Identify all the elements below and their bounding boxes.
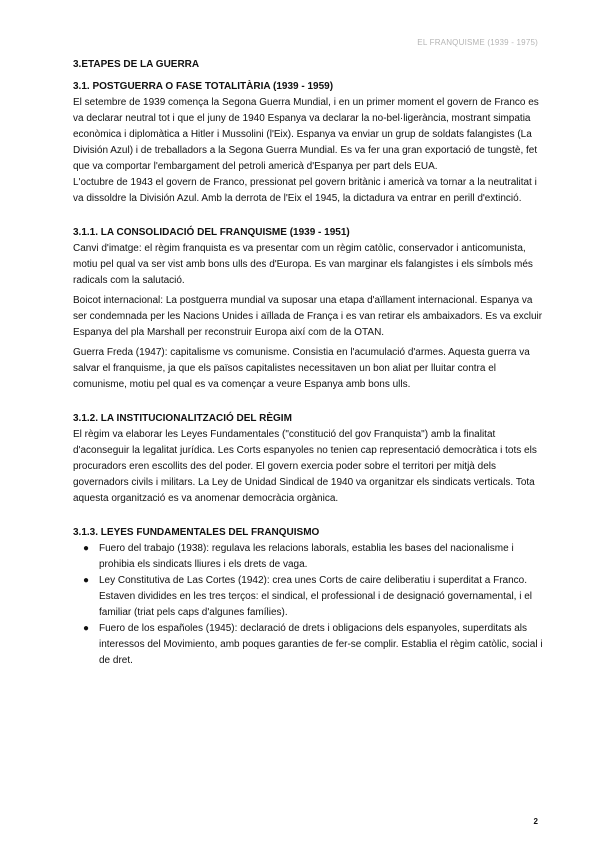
list-item-text: Fuero de los españoles (1945): declaració de drets i obligacions dels espanyoles, superditats als interessos del Movimiento, amb poques garanties de fer-se complir. Establia el règim catòlic, social i de dret. [99, 623, 543, 666]
section-heading-3-1-3: 3.1.3. LEYES FUNDAMENTALES DEL FRANQUISMO [73, 527, 320, 538]
list-item [73, 541, 543, 573]
page-content [73, 57, 543, 669]
chapter-heading: 3.ETAPES DE LA GUERRA [73, 59, 200, 70]
bullet-icon: ● [83, 543, 90, 554]
bullet-icon: ● [83, 575, 90, 586]
list-item [73, 621, 543, 669]
paragraph: Boicot internacional: La postguerra mundial va suposar una etapa d'aïllament internacional. Espanya va ser condemnada per les Nacions Unides i aïllada de França i es van retirar els ambaixadors. Es va excluir Espanya del pla Marshall per reconstruir Europa així com de la OTAN. [73, 295, 543, 338]
running-header: EL FRANQUISME (1939 - 1975) [417, 38, 538, 47]
paragraph: L'octubre de 1943 el govern de Franco, pressionat pel govern britànic i americà va tornar a la neutralitat i va dissoldre la División Azul. Amb la derrota de l'Eix el 1945, la dictadura va entrar en perill d'extinció. [73, 177, 537, 204]
paragraph: Canvi d'imatge: el règim franquista es va presentar com un règim catòlic, conservador i anticomunista, motiu pel qual va ser vist amb bons ulls des d'Europa. Es van marginar els falangistes i els símbols més radicals com la salutació. [73, 243, 533, 286]
section-heading-3-1-2: 3.1.2. LA INSTITUCIONALITZACIÓ DEL RÈGIM [73, 413, 292, 424]
section-heading-3-1: 3.1. POSTGUERRA O FASE TOTALITÀRIA (1939 - 1959) [73, 81, 334, 92]
bullet-icon: ● [83, 623, 90, 634]
page-number: 2 [533, 817, 538, 826]
list-item [73, 573, 543, 621]
paragraph: El règim va elaborar les Leyes Fundamentales ("constitució del gov Franquista") amb la finalitat d'aconseguir la legalitat jurídica. Les Corts espanyoles no tenien cap representació democràtica i tots els procuradors eren escollits des del poder. El govern exercia poder sobre el territori per mitjà dels governadors civils i militars. La Ley de Unidad Sindical de 1940 va organitzar els sindicats verticals. Tota aquesta organització es va anomenar democràcia orgànica. [73, 429, 537, 504]
paragraph: El setembre de 1939 comença la Segona Guerra Mundial, i en un primer moment el govern de Franco es va declarar neutral tot i que el juny de 1940 Espanya va declarar la no-bel·ligerància, mostrant simpatia econòmica i diplomàtica a Hitler i Mussolini (l'Eix). Espanya va enviar un grup de soldats falangistes (La División Azul) i de treballadors a la Segona Guerra Mundial. Es va fer una gran exportació de tungstè, fet que va comportar l'embargament del petroli americà d'Espanya per part dels EUA. [73, 97, 539, 172]
paragraph: Guerra Freda (1947): capitalisme vs comunisme. Consistia en l'acumulació d'armes. Aquesta guerra va salvar el franquisme, ja que els països capitalistes necessitaven un bon aliat per lluitar contra el comunisme, motiu pel qual es va començar a veure Espanya amb bons ulls. [73, 347, 530, 390]
section-heading-3-1-1: 3.1.1. LA CONSOLIDACIÓ DEL FRANQUISME (1939 - 1951) [73, 227, 350, 238]
list-item-text: Ley Constitutiva de Las Cortes (1942): crea unes Corts de caire deliberatiu i superditat a Franco. Estaven dividides en les tres terços: el sindical, el professional i de designació governamental, i el familiar (triat pels caps d'algunes famílies). [99, 575, 533, 618]
list-item-text: Fuero del trabajo (1938): regulava les relacions laborals, establia les bases del nacionalisme i prohibia els sindicats lliures i els drets de vaga. [99, 543, 514, 570]
bullet-list [73, 541, 543, 669]
